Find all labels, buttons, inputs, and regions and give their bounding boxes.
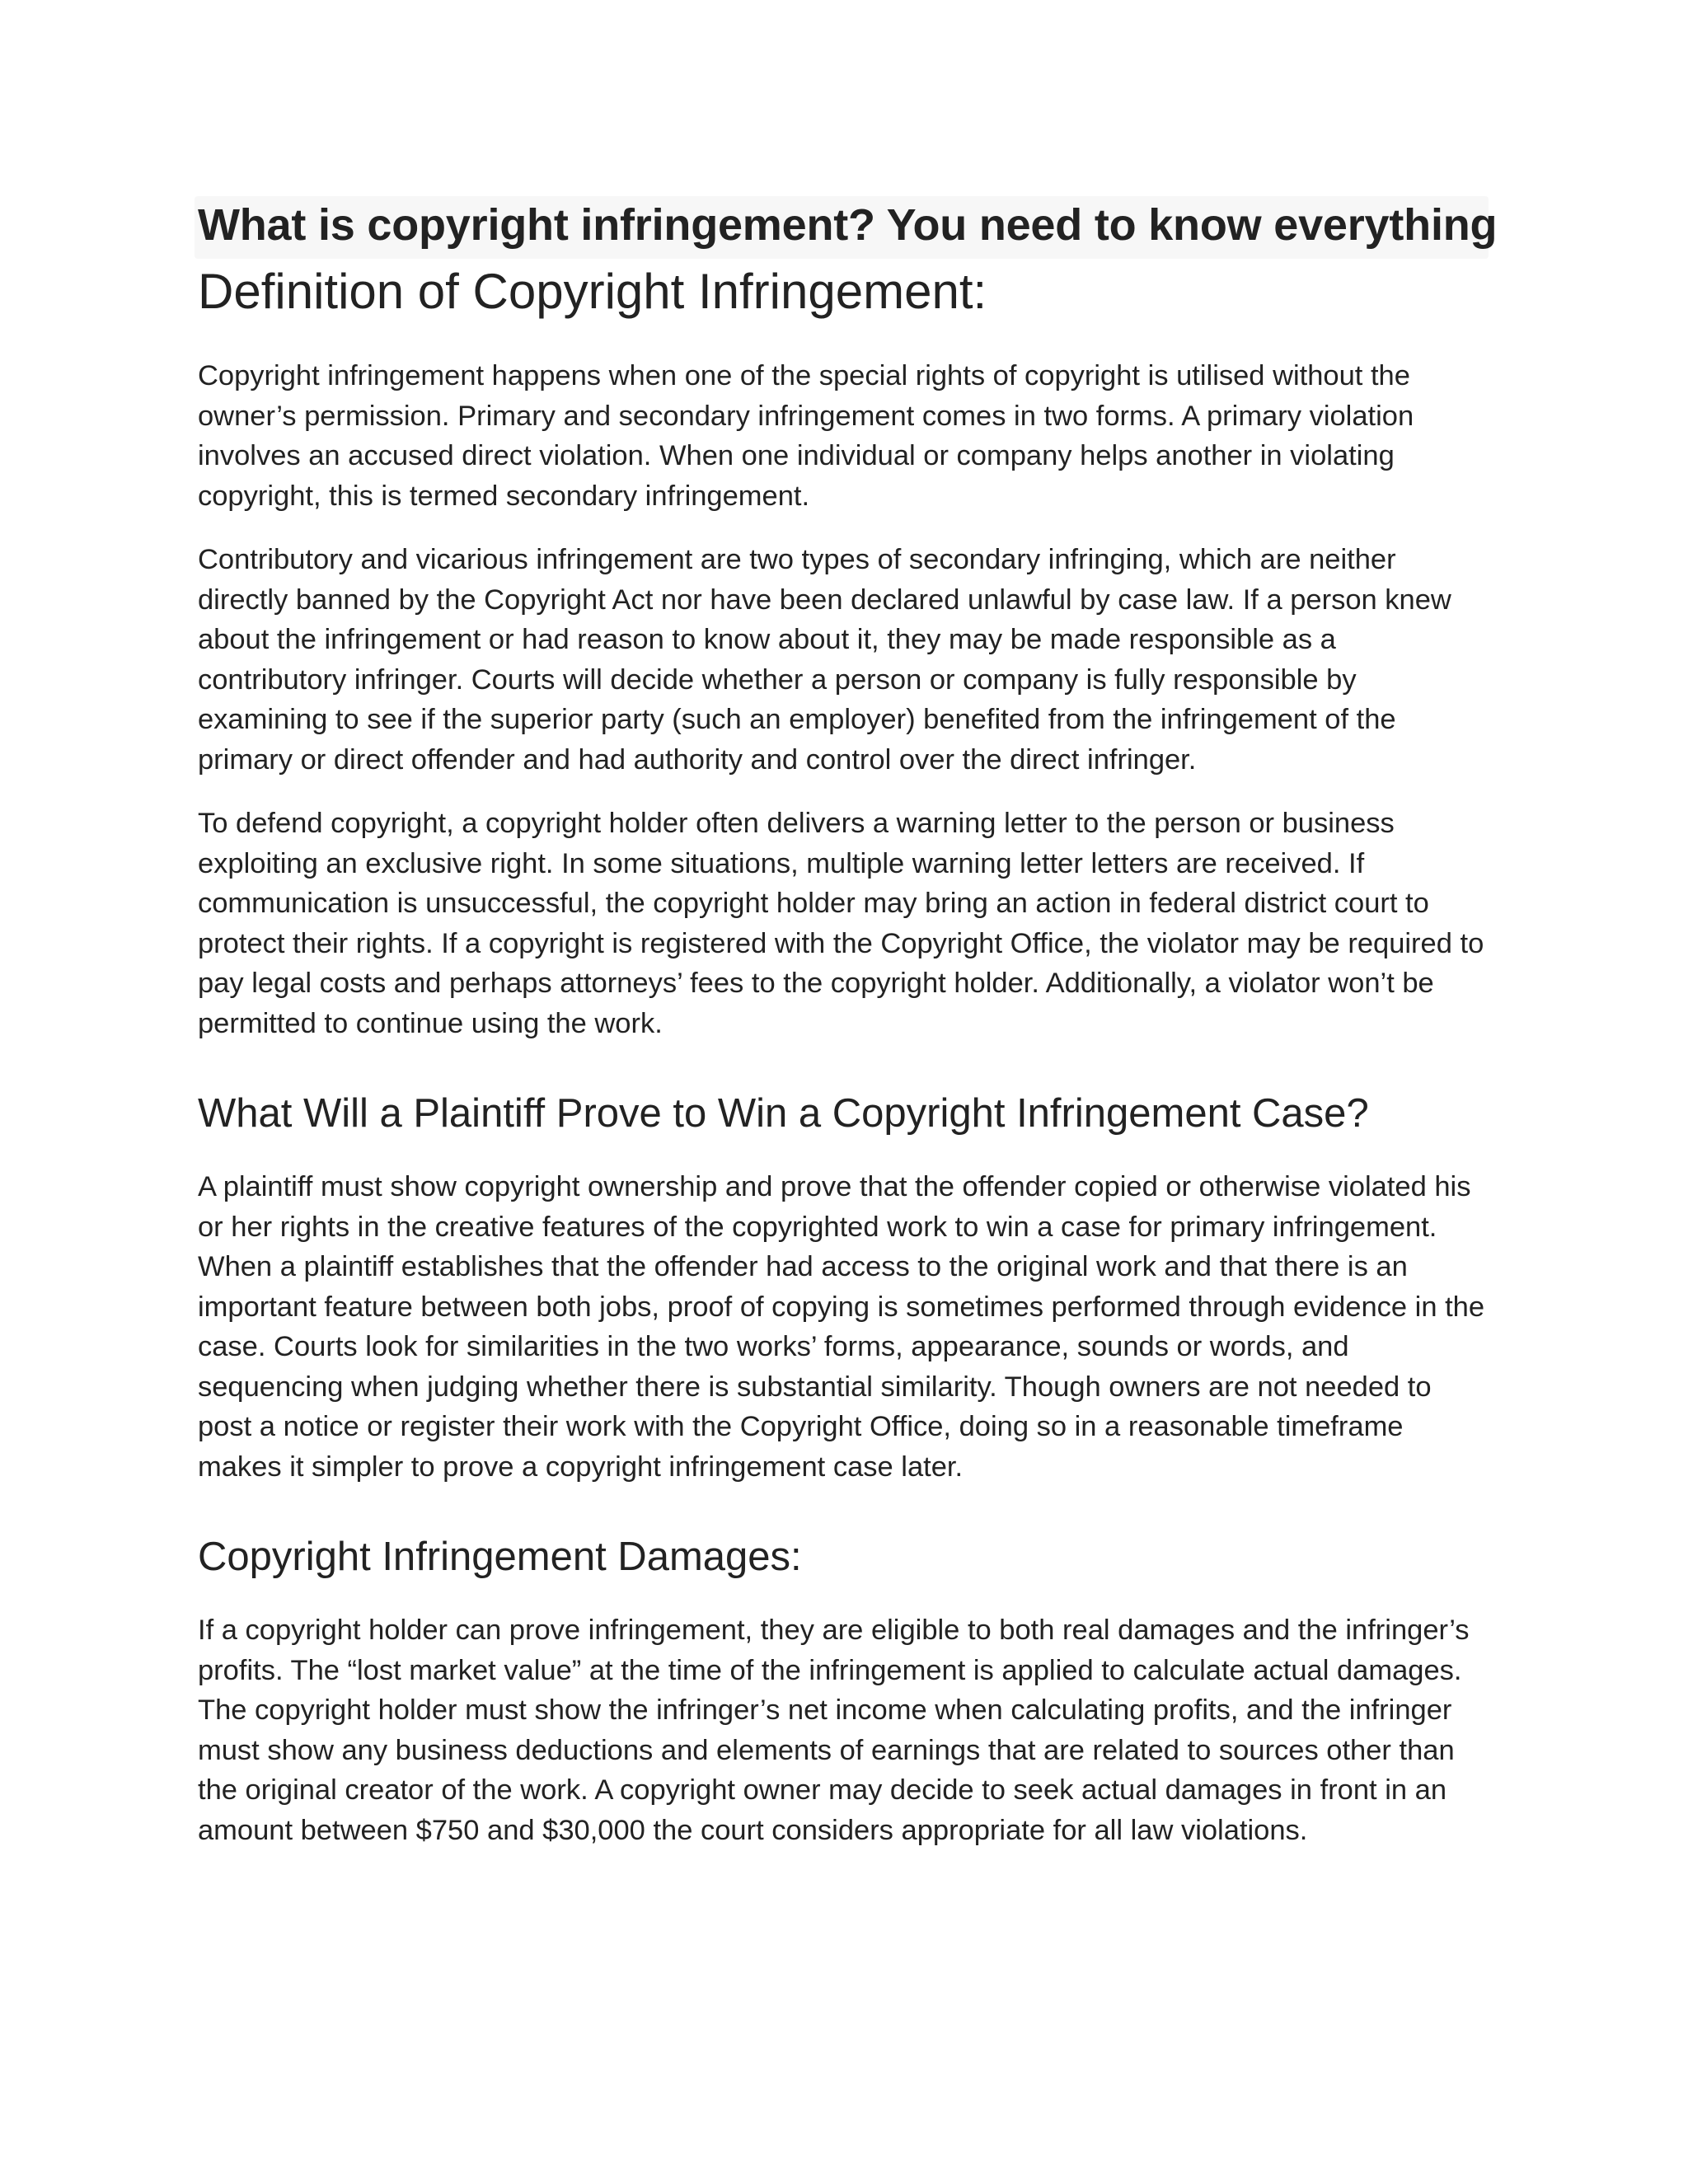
paragraph: Copyright infringement happens when one of the special rights of copyright is utilised without the owner’s permission. Primary and secondary infringement comes in two forms. A primary violation involves an accused direct violation. When one individual or company helps another in violating copyright, this is termed secondary infringement. (198, 360, 1414, 512)
paragraph: To defend copyright, a copyright holder often delivers a warning letter to the person or business exploiting an exclusive right. In some situations, multiple warning letter letters are received. If communication is unsuccessful, the copyright holder may bring an action in federal district court to protect their rights. If a copyright is registered with the Copyright Office, the violator may be required to pay legal costs and perhaps attorneys’ fees to the copyright holder. Additionally, a violator won’t be permitted to continue using the work. (198, 808, 1484, 1039)
document-title: What is copyright infringement? You need to know everything (198, 200, 1498, 250)
title-block (198, 191, 1498, 259)
paragraph: Contributory and vicarious infringement are two types of secondary infringing, which are neither directly banned by the Copyright Act nor have been declared unlawful by case law. If a person knew about the infringement or had reason to know about it, they may be made responsible as a contributory infringer. Courts will decide whether a person or company is fully responsible by examining to see if the superior party (such an employer) benefited from the infringement of the primary or direct offender and had authority and control over the direct infringer. (198, 544, 1451, 776)
paragraph: If a copyright holder can prove infringement, they are eligible to both real damages and the infringer’s profits. The “lost market value” at the time of the infringement is applied to calculate actual damages. The copyright holder must show the infringer’s net income when calculating profits, and the infringer must show any business deductions and elements of earnings that are related to sources other than the original creator of the work. A copyright owner may decide to seek actual damages in front in an amount between $750 and $30,000 the court considers appropriate for all law violations. (198, 1615, 1470, 1846)
section-heading-definition: Definition of Copyright Infringement: (198, 264, 987, 319)
section-heading-damages: Copyright Infringement Damages: (198, 1535, 802, 1579)
section-heading-plaintiff: What Will a Plaintiff Prove to Win a Copyright Infringement Case? (198, 1091, 1369, 1136)
paragraph: A plaintiff must show copyright ownership and prove that the offender copied or otherwise violated his or her rights in the creative features of the copyrighted work to win a case for primary infringement. When a plaintiff establishes that the offender had access to the original work and that there is an important feature between both jobs, proof of copying is sometimes performed through evidence in the case. Courts look for similarities in the two works’ forms, appearance, sounds or words, and sequencing when judging whether there is substantial similarity. Though owners are not needed to post a notice or register their work with the Copyright Office, doing so in a reasonable timeframe makes it simpler to prove a copyright infringement case later. (198, 1171, 1485, 1483)
document-page (198, 191, 1498, 1874)
